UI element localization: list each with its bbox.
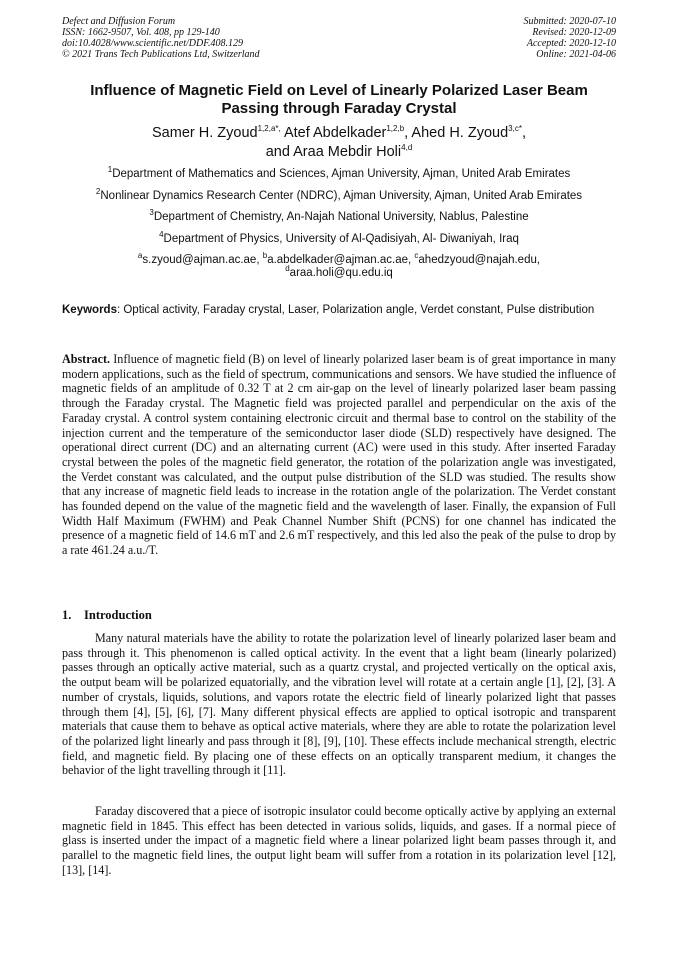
email-link[interactable]: araa.holi@qu.edu.iq: [289, 267, 393, 279]
intro-paragraph-2: Faraday discovered that a piece of isotropic insulator could become optically active by applying an external magnetic field in 1845. This effect has been detected in various solids, liquids, and gases. If a normal piece of glass is inserted under the impact of a magnetic field where a linear polarized light beam passes through it, and parallel to the magnetic field lines, the output light beam will suffer from a rotation in its polarization level [12], [13], [14].: [62, 804, 616, 877]
issn-line: ISSN: 1662-9507, Vol. 408, pp 129-140: [62, 27, 220, 38]
abstract: [62, 352, 616, 558]
email-link[interactable]: ahedzyoud@najah.edu: [418, 254, 537, 266]
paper-title: [62, 82, 616, 118]
online-date: Online: 2021-04-06: [536, 49, 616, 60]
submitted-date: Submitted: 2020-07-10: [523, 16, 616, 27]
author-name: Samer H. Zyoud: [152, 125, 258, 141]
author-name: Ahed H. Zyoud: [411, 125, 509, 141]
keywords-text: : Optical activity, Faraday crystal, Laser, Polarization angle, Verdet constant, Pulse distribution: [116, 304, 595, 316]
journal-name: Defect and Diffusion Forum: [62, 16, 176, 27]
journal-header-left: [62, 16, 260, 60]
intro-paragraph-1: Many natural materials have the ability to rotate the polarization level of linearly polarized laser beam and pass through it. This phenomenon is called optical activity. In the event that a light beam (linearly polarized) passes through an optically active material, such as a quartz crystal, and projected vertically on the optical axis, the output beam will be polarized equatorially, and the vibration level will rotate at a certain angle [1], [2], [3]. A number of crystals, liquids, solutions, and vapors rotate the electric field of linearly polarized light that passes through them [4], [5], [6], [7]. Many different physical effects are applied to optical isotropic and transparent materials that cause them to behave as optical active materials, where they are able to rotate the polarization level of the polarized light linearly and pass through it [8], [9], [10]. These effects include mechanical strength, electric field, and magnetic field. By placing one of these effects on an optically transparent medium, it changes the behavior of the light travelling through it [11].: [62, 631, 616, 778]
abstract-label: Abstract.: [62, 352, 111, 366]
affiliation-4: $^4$Department of Physics, University of Al-Qadisiyah, Al- Diwaniyah, Iraq: [159, 230, 519, 245]
title-line-2: Passing through Faraday Crystal: [221, 100, 457, 117]
author-affiliation-sup: 1,2,b: [386, 124, 405, 134]
doi-line: doi:10.4028/www.scientific.net/DDF.408.129: [62, 38, 244, 49]
section-title: Introduction: [84, 608, 152, 622]
author-affiliation-sup: 4,d: [401, 143, 413, 153]
section-heading: [62, 608, 152, 623]
revised-date: Revised: 2020-12-09: [532, 27, 616, 38]
affiliation-1: $^1$Department of Mathematics and Sciences, Ajman University, Ajman, United Arab Emirates: [107, 165, 571, 180]
keywords: [62, 303, 616, 317]
author-list: Samer H. Zyoud$^{1,2,a*,}$ Atef Abdelkader$^{1,2,b}$, Ahed H. Zyoud$^{3,c*}$, and Araa Mebdir Holi$^{4,d}$: [152, 124, 526, 160]
email-link[interactable]: s.zyoud@ajman.ac.ae: [142, 254, 257, 266]
affiliation-3: $^3$Department of Chemistry, An-Najah National University, Nablus, Palestine: [149, 208, 529, 223]
abstract-text: Influence of magnetic field (B) on level of linearly polarized laser beam is of great importance in many modern applications, such as the field of spectrum, communications and sensors. We have studied the influence of magnetic fields of an amplitude of 0.32 T at 2 cm air-gap on the level of linearly polarized laser beam passing through the Faraday crystal. The Magnetic field was projected parallel and perpendicular on the axis of the Faraday crystal. A control system containing electronic circuit and thermal base to control on the stability of the injection current and the temperature of the semiconductor laser diode (SLD) respectively have designed. The operational direct current (DC) and an alternating current (AC) were used in this study. After inserted Faraday crystal between the poles of the magnetic field generator, the rotation of the polarization angle was investigated, the Verdet constant was calculated, and the output pulse distribution of the SLD was studied. The results show that any increase of magnetic field leads to increase in the rotation angle of the polarization. The Verdet constant has founded depend on the value of the magnetic field and the wavelength of laser. Finally, the expansion of Full Width Half Maximum (FWHM) and Peak Channel Number Shift (PCNS) for one channel has indicated the presence of a magnetic field of 14.6 mT and 2.6 mT respectively, and this led also the peak of the pulse to drop by a rate 461.24 a.u./T.: [62, 352, 616, 558]
author-name: Araa Mebdir Holi: [293, 144, 402, 160]
author-affiliation-sup: 3,c*: [508, 124, 522, 134]
journal-header-right: [524, 16, 617, 60]
author-affiliation-sup: 1,2,a*,: [257, 124, 281, 134]
accepted-date: Accepted: 2020-12-10: [526, 38, 616, 49]
title-line-1: Influence of Magnetic Field on Level of Linearly Polarized Laser Beam: [90, 82, 588, 99]
email-list: $^a$s.zyoud@ajman.ac.ae, $^b$a.abdelkader@ajman.ac.ae, $^c$ahedzyoud@najah.edu, $^d$araa.holi@qu.edu.iq: [137, 251, 541, 279]
copyright-line: © 2021 Trans Tech Publications Ltd, Switzerland: [62, 49, 260, 60]
section-number: 1.: [62, 608, 72, 622]
affiliation-2: $^2$Nonlinear Dynamics Research Center (NDRC), Ajman University, Ajman, United Arab Emirates: [95, 187, 583, 202]
keywords-label: Keywords: [62, 304, 117, 316]
author-name: Atef Abdelkader: [283, 125, 387, 141]
email-link[interactable]: a.abdelkader@ajman.ac.ae: [267, 254, 409, 266]
